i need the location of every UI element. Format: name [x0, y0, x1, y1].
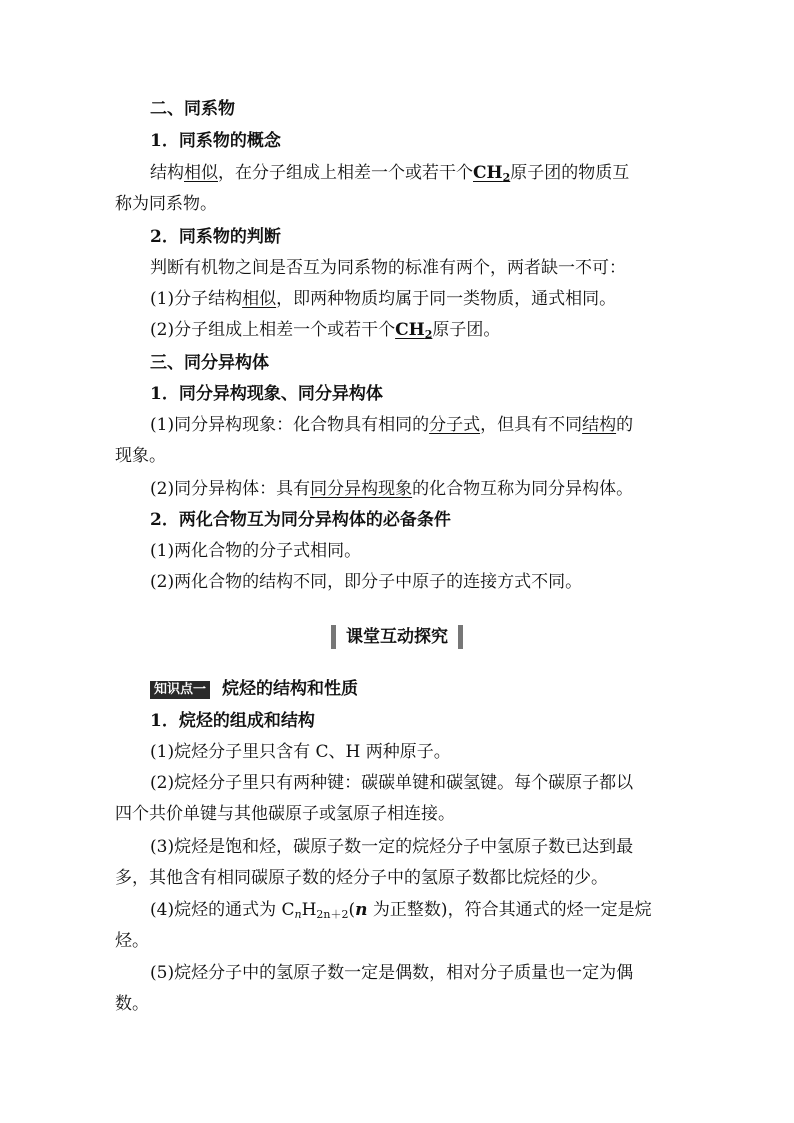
- paragraph-homolog-concept-line1: 结构相似，在分子组成上相差一个或若干个$CH_2$原子团的物质互: [150, 163, 630, 184]
- paragraph-isomerism-line2: 现象。: [115, 446, 166, 466]
- section-heading-homologs: 二、同系物: [150, 99, 235, 119]
- subheading-homolog-judgment: 2．同系物的判断: [150, 227, 281, 247]
- knowledge-point-badge: 知识点一: [150, 681, 210, 699]
- knowledge-point-heading: [150, 678, 720, 700]
- section-banner: [0, 625, 794, 649]
- banner-title: 课堂互动探究: [346, 627, 448, 647]
- blank-ch2: $CH_2$: [473, 163, 511, 184]
- blank-isomerism: 同分异构现象: [310, 479, 413, 499]
- paragraph-alkane-5-line1: (5)烷烃分子中的氢原子数一定是偶数，相对分子质量也一定为偶: [150, 963, 634, 983]
- knowledge-point-title: 烷烃的结构和性质: [222, 679, 359, 699]
- paragraph-alkane-4-line2: 烃。: [115, 931, 149, 951]
- blank-ch2-2: $CH_2$: [395, 320, 433, 341]
- paragraph-judgment-2: (2)分子组成上相差一个或若干个$CH_2$原子团。: [150, 320, 501, 341]
- paragraph-alkane-3-line2: 多，其他含有相同碳原子数的烃分子中的氢原子数都比烷烃的少。: [115, 868, 608, 888]
- paragraph-alkane-4-line1: (4)烷烃的通式为 $C_nH_{2n+2}(n$ 为正整数)，符合其通式的烃一定是烷: [150, 900, 652, 921]
- paragraph-alkane-2-line1: (2)烷烃分子里只有两种键：碳碳单键和碳氢键。每个碳原子都以: [150, 773, 634, 793]
- subheading-isomer-conditions: 2．两化合物互为同分异构体的必备条件: [150, 510, 451, 530]
- subheading-alkane-structure: 1．烷烃的组成和结构: [150, 711, 315, 731]
- paragraph-alkane-2-line2: 四个共价单键与其他碳原子或氢原子相连接。: [115, 804, 455, 824]
- paragraph-alkane-1: (1)烷烃分子里只含有 C、H 两种原子。: [150, 742, 451, 762]
- banner-bar-right: [458, 625, 463, 649]
- blank-molecular-formula: 分子式: [429, 415, 481, 435]
- section-heading-isomers: 三、同分异构体: [150, 353, 269, 373]
- blank-similar-2: 相似: [242, 289, 277, 309]
- subheading-homolog-concept: 1．同系物的概念: [150, 131, 281, 151]
- paragraph-condition-1: (1)两化合物的分子式相同。: [150, 541, 362, 561]
- paragraph-homolog-concept-line2: 称为同系物。: [115, 194, 217, 214]
- paragraph-isomer-definition: (2)同分异构体：具有同分异构现象的化合物互称为同分异构体。: [150, 479, 634, 499]
- blank-similar: 相似: [184, 163, 218, 183]
- paragraph-isomerism-line1: (1)同分异构现象：化合物具有相同的分子式，但具有不同结构的: [150, 415, 634, 435]
- paragraph-alkane-5-line2: 数。: [115, 994, 149, 1014]
- paragraph-condition-2: (2)两化合物的结构不同，即分子中原子的连接方式不同。: [150, 572, 583, 592]
- paragraph-judgment-1: (1)分子结构相似，即两种物质均属于同一类物质，通式相同。: [150, 289, 617, 309]
- paragraph-judgment-intro: 判断有机物之间是否互为同系物的标准有两个，两者缺一不可：: [150, 258, 626, 278]
- banner-bar-left: [331, 625, 336, 649]
- subheading-isomerism: 1．同分异构现象、同分异构体: [150, 384, 383, 404]
- blank-structure: 结构: [582, 415, 617, 435]
- paragraph-alkane-3-line1: (3)烷烃是饱和烃，碳原子数一定的烷烃分子中氢原子数已达到最: [150, 837, 634, 857]
